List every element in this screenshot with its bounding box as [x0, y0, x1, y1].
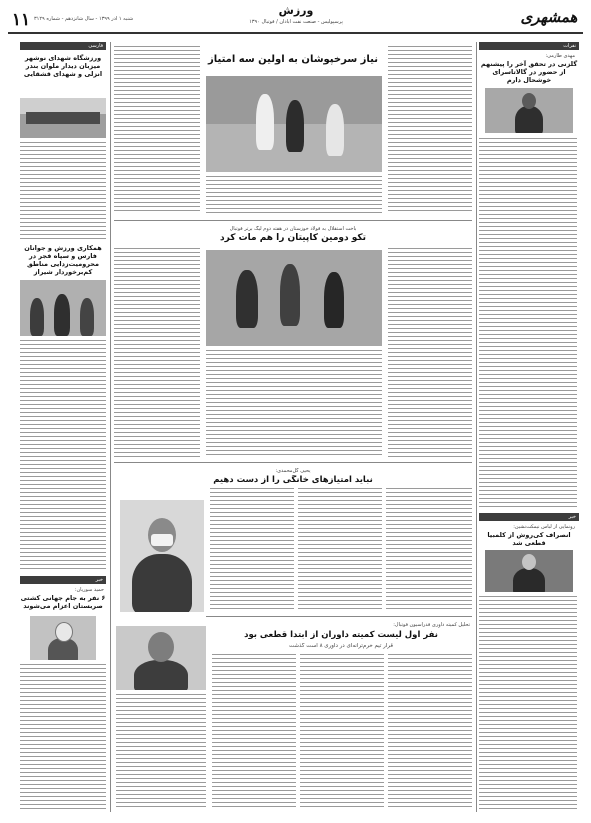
- right-headline-bottom: انصراف کی‌روش از کلمبیا قطعی شد: [487, 531, 571, 547]
- golmohammadi-photo: [120, 500, 204, 612]
- coach-body: [132, 554, 192, 612]
- player-dark-four: [324, 272, 344, 328]
- masthead: [0, 0, 591, 40]
- newspaper-logo: همشهری: [520, 8, 578, 26]
- officials-photo: [20, 280, 106, 336]
- player-dark-one: [286, 100, 304, 152]
- section-subtitle: پرسپولیس - صنعت نفت آبادان / فوتبال ۱۳۹۰: [249, 19, 343, 25]
- left-section-tag: فارسی: [20, 42, 106, 50]
- masthead-rule: [8, 32, 583, 34]
- right-column: [479, 42, 579, 812]
- left-text-block-three: [20, 664, 106, 810]
- left-section-tag-bottom: خبر: [20, 576, 106, 584]
- right-section-tag-bottom: خبر: [479, 513, 579, 521]
- story-four-text-under-photo: [116, 694, 206, 810]
- story-two-text-left: [114, 248, 200, 458]
- date-issue: شنبه ۱ آذر ۱۳۹۹ - سال شانزدهم - شماره ۳۱۲۹: [34, 16, 134, 22]
- official-body: [134, 660, 188, 690]
- story-two-rule: [114, 462, 472, 463]
- story-two: [114, 222, 472, 460]
- official-figure-two: [54, 294, 70, 336]
- story-four-text-c: [388, 654, 472, 810]
- story-three-text-a: [210, 488, 294, 612]
- story-four: [114, 618, 472, 812]
- right-kicker: مهدی طارمی:: [545, 53, 575, 59]
- right-section-tag: نفرات: [479, 42, 579, 50]
- story-four-subhead: قرار تیم خرم‌ترانه‌ای در داوری ۸ است گذشت: [289, 643, 393, 649]
- story-two-kicker: باخت استقلال به فولاد خوزستان در هفته دوم لیگ برتر فوتبال: [229, 226, 357, 232]
- left-column: [20, 42, 106, 812]
- right-column-divider: [476, 42, 477, 812]
- official-figure-one: [30, 298, 44, 336]
- player-figure: [515, 106, 543, 133]
- story-two-headline: تکو دومین کاپیتان را هم مات کرد: [219, 233, 367, 243]
- story-four-text-b: [300, 654, 384, 810]
- story-three-kicker: یحیی گل‌محمدی:: [275, 468, 311, 474]
- taremi-photo: [485, 88, 573, 133]
- left-headline-bottom: ۶ نفر به جام جهانی کشتی صربستان اعزام می‌شوند: [20, 594, 106, 610]
- main-story: [114, 42, 472, 218]
- right-text-block: [479, 138, 577, 510]
- coach-figure: [513, 568, 545, 592]
- story-four-headline: نفر اول لیست کمیته داوران از ابتدا قطعی بود: [244, 630, 438, 640]
- player-white-two: [326, 104, 344, 156]
- main-text-under-photo: [206, 176, 382, 214]
- left-text-block-two: [20, 340, 106, 572]
- story-three-rule: [206, 616, 472, 617]
- left-headline-two: همکاری ورزش و جوانان فارس و سپاه فجر در محرومیت‌زدایی مناطق کم‌برخوردار شیراز: [24, 244, 102, 276]
- nowshahr-stadium-photo: [20, 98, 106, 138]
- official-figure-three: [80, 298, 94, 336]
- official-head: [148, 632, 174, 662]
- coach-mask: [151, 534, 173, 546]
- left-text-block-one: [20, 142, 106, 240]
- story-four-text-a: [212, 654, 296, 810]
- story-three: [114, 464, 472, 614]
- story-two-text-right: [388, 248, 472, 458]
- story-three-headline: نباید امتیازهای خانگی را از دست دهیم: [213, 475, 373, 485]
- main-match-photo: [206, 76, 382, 172]
- story-two-text-under-photo: [206, 350, 382, 458]
- masked-head: [55, 622, 73, 642]
- section-title: ورزش: [278, 4, 314, 17]
- page-number: ۱۱: [11, 10, 31, 30]
- player-white-one: [256, 94, 274, 150]
- player-head: [522, 93, 536, 109]
- left-headline-one: ورزشگاه شهدای نوشهر میزبان دیدار ملوان بندر انزلی و شهدای قشقایی: [23, 54, 103, 78]
- referee-official-photo: [116, 626, 206, 690]
- coach-head: [522, 554, 536, 570]
- player-dark-three: [280, 264, 300, 326]
- player-dark-two: [236, 270, 258, 328]
- right-text-block-bottom: [479, 596, 577, 810]
- main-text-right: [388, 46, 472, 214]
- main-headline: نیاز سرخپوشان به اولین سه امتیاز: [208, 54, 378, 65]
- story-three-text-b: [298, 488, 382, 612]
- main-text-left: [114, 46, 200, 214]
- story-two-match-photo: [206, 250, 382, 346]
- right-kicker-bottom: رونمایی از لباس نیمکت‌نشین:: [513, 524, 575, 530]
- masked-official-photo: [30, 616, 96, 660]
- left-kicker-bottom: حمید سوریان:: [74, 587, 104, 593]
- story-three-text-c: [386, 488, 472, 612]
- stadium-stand: [26, 112, 100, 124]
- main-story-rule: [114, 220, 472, 221]
- right-headline: گلزنی در تحقق آخر را پیشنهم از حضور در گالاتاسرای خوشحال دارم: [480, 60, 578, 84]
- left-column-divider: [110, 42, 111, 812]
- story-four-kicker: تحلیل کمیته داوری فدراسیون فوتبال:: [393, 622, 470, 628]
- queiroz-photo: [485, 550, 573, 592]
